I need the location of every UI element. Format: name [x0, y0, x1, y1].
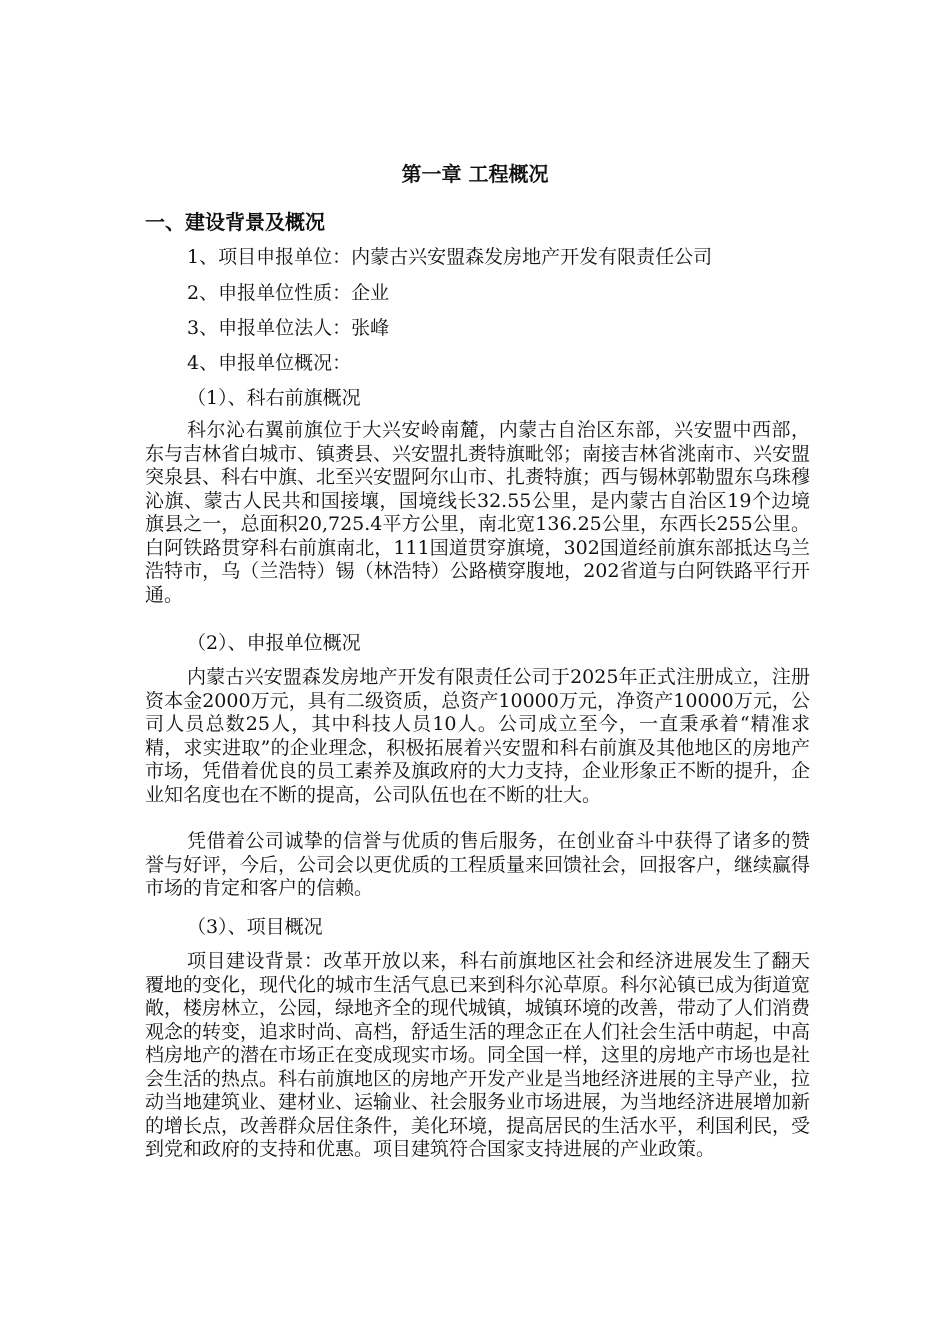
paragraph-company-1: 内蒙古兴安盟森发房地产开发有限责任公司于2025年正式注册成立，注册资本金2000万元，具有二级资质，总资产10000万元，净资产10000万元，公司人员总数25人，其中科技人员10人。公司成立至今，一直秉承着“精准求精，求实进取”的企业理念，积极拓展着兴安盟和科右前旗及其他地区的房地产市场，凭借着优良的员工素养及旗政府的大力支持，企业形象正不断的提升，企业知名度也在不断的提高，公司队伍也在不断的壮大。 [145, 666, 811, 806]
item-legal-person: 3、申报单位法人：张峰 [187, 317, 390, 339]
section-heading: 一、建设背景及概况 [145, 210, 325, 234]
paragraph-project: 项目建设背景：改革开放以来，科右前旗地区社会和经济进展发生了翻天覆地的变化，现代化的城市生活气息已来到科尔沁草原。科尔沁镇已成为街道宽敞，楼房林立，公园，绿地齐全的现代城镇，城镇环境的改善，带动了人们消费观念的转变，追求时尚、高档，舒适生活的理念正在人们社会生活中萌起，中高档房地产的潜在市场正在变成现实市场。同全国一样，这里的房地产市场也是社会生活的热点。科右前旗地区的房地产开发产业是当地经济进展的主导产业，拉动当地建筑业、建材业、运输业、社会服务业市场进展，为当地经济进展增加新的增长点，改善群众居住条件，美化环境，提高居民的生活水平，利国利民，受到党和政府的支持和优惠。项目建筑符合国家支持进展的产业政策。 [145, 950, 811, 1160]
item-overview: 4、申报单位概况： [187, 352, 352, 374]
chapter-title: 第一章 工程概况 [401, 162, 549, 186]
subsection-title-project: （3）、项目概况 [187, 916, 323, 938]
subsection-title-keyou: （1）、科右前旗概况 [187, 387, 361, 409]
paragraph-company-2: 凭借着公司诚挚的信誉与优质的售后服务，在创业奋斗中获得了诸多的赞誉与好评，今后，公司会以更优质的工程质量来回馈社会，回报客户，继续赢得市场的肯定和客户的信赖。 [145, 830, 811, 899]
subsection-title-company: （2）、申报单位概况 [187, 632, 361, 654]
item-nature: 2、申报单位性质：企业 [187, 282, 390, 304]
paragraph-keyou: 科尔沁右翼前旗位于大兴安岭南麓，内蒙古自治区东部，兴安盟中西部，东与吉林省白城市、镇赉县、兴安盟扎赉特旗毗邻；南接吉林省洮南市、兴安盟突泉县、科右中旗、北至兴安盟阿尔山市、扎赉特旗；西与锡林郭勒盟东乌珠穆沁旗、蒙古人民共和国接壤，国境线长32.55公里，是内蒙古自治区19个边境旗县之一，总面积20,725.4平方公里，南北宽136.25公里，东西长255公里。白阿铁路贯穿科右前旗南北，111国道贯穿旗境，302国道经前旗东部抵达乌兰浩特市，乌（兰浩特）锡（林浩特）公路横穿腹地，202省道与白阿铁路平行开通。 [145, 419, 811, 606]
item-applicant: 1、项目申报单位：内蒙古兴安盟森发房地产开发有限责任公司 [187, 246, 713, 268]
